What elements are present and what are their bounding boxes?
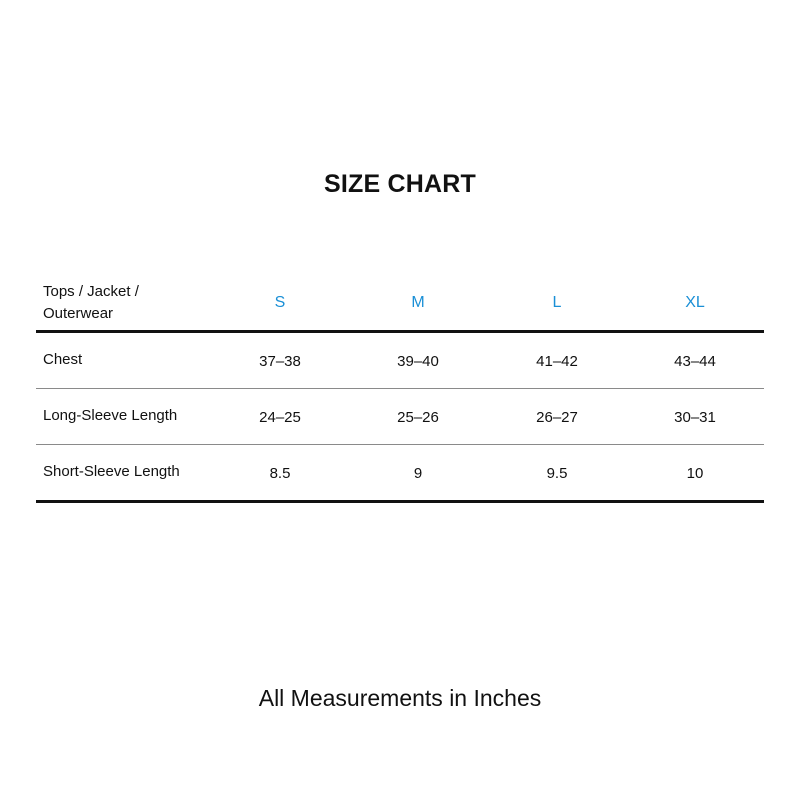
- header-category-label: Tops / Jacket / Outerwear: [43, 283, 139, 322]
- table-cell: 26–27: [536, 409, 578, 426]
- table-cell: 25–26: [397, 409, 439, 426]
- row-label: Short-Sleeve Length: [43, 463, 180, 480]
- row-label: Long-Sleeve Length: [43, 407, 178, 424]
- size-header-xl: XL: [685, 294, 705, 311]
- size-header-s: S: [274, 294, 286, 311]
- table-cell: 43–44: [674, 353, 716, 370]
- table-row: [36, 333, 764, 389]
- table-cell: 9: [413, 465, 423, 482]
- page-title: SIZE CHART: [324, 170, 476, 198]
- table-cell: 8.5: [269, 465, 291, 482]
- size-chart-table: [36, 278, 764, 503]
- table-cell: 9.5: [546, 465, 568, 482]
- table-cell: 41–42: [536, 353, 578, 370]
- table-cell: 39–40: [397, 353, 439, 370]
- table-header-row: [36, 278, 764, 333]
- table-row: [36, 445, 764, 503]
- size-header-l: L: [552, 294, 562, 311]
- table-cell: 10: [686, 465, 704, 482]
- table-row: [36, 389, 764, 445]
- table-cell: 24–25: [259, 409, 301, 426]
- table-cell: 30–31: [674, 409, 716, 426]
- row-label: Chest: [43, 351, 83, 368]
- table-cell: 37–38: [259, 353, 301, 370]
- size-header-m: M: [411, 294, 425, 311]
- measurement-note: All Measurements in Inches: [258, 685, 542, 711]
